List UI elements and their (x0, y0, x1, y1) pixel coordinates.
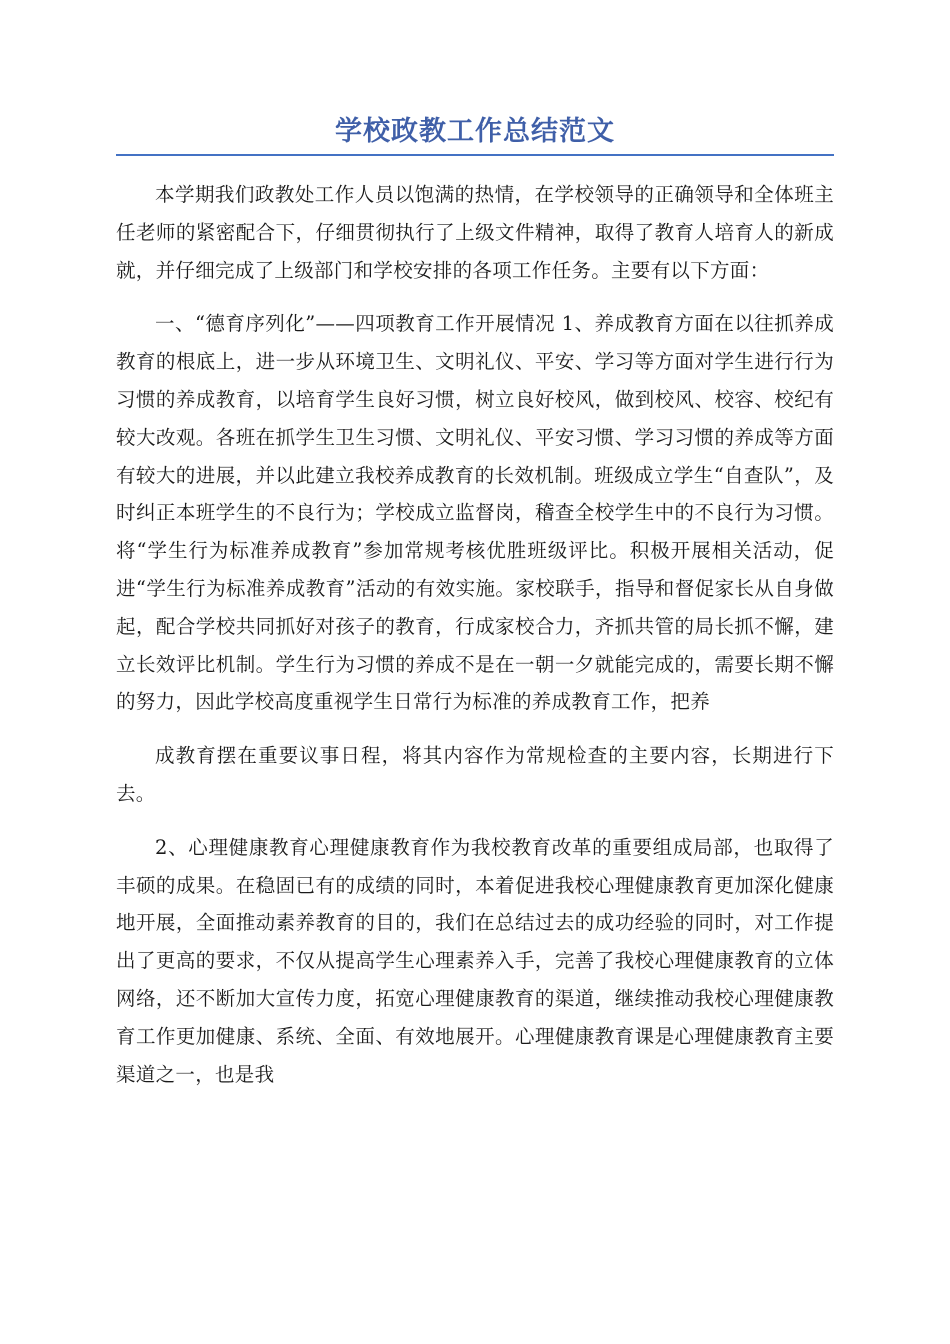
document-page (116, 112, 834, 1109)
paragraph-moral-education: 一、“德育序列化”——四项教育工作开展情况 1、养成教育方面在以往抓养成教育的根底上，进一步从环境卫生、文明礼仪、平安、学习等方面对学生进行行为习惯的养成教育，以培育学生良好习惯，树立良好校风，做到校风、校容、校纪有较大改观。各班在抓学生卫生习惯、文明礼仪、平安习惯、学习习惯的养成等方面有较大的进展，并以此建立我校养成教育的长效机制。班级成立学生“自查队”，及时纠正本班学生的不良行为；学校成立监督岗，稽查全校学生中的不良行为习惯。将“学生行为标准养成教育”参加常规考核优胜班级评比。积极开展相关活动，促进“学生行为标准养成教育”活动的有效实施。家校联手，指导和督促家长从自身做起，配合学校共同抓好对孩子的教育，行成家校合力，齐抓共管的局长抓不懈，建立长效评比机制。学生行为习惯的养成不是在一朝一夕就能完成的，需要长期不懈的努力，因此学校高度重视学生日常行为标准的养成教育工作，把养 (116, 312, 834, 714)
title-underline (116, 154, 834, 156)
paragraph-continuation: 成教育摆在重要议事日程，将其内容作为常规检查的主要内容，长期进行下去。 (116, 744, 834, 805)
paragraph-mental-health: 2、心理健康教育心理健康教育作为我校教育改革的重要组成局部，也取得了丰硕的成果。在稳固已有的成绩的同时，本着促进我校心理健康教育更加深化健康地开展，全面推动素养教育的目的，我们在总结过去的成功经验的同时，对工作提出了更高的要求，不仅从提高学生心理素养入手，完善了我校心理健康教育的立体网络，还不断加大宣传力度，拓宽心理健康教育的渠道，继续推动我校心理健康教育工作更加健康、系统、全面、有效地展开。心理健康教育课是心理健康教育主要渠道之一，也是我 (116, 835, 834, 1086)
document-title: 学校政教工作总结范文 (335, 116, 615, 147)
paragraph-intro: 本学期我们政教处工作人员以饱满的热情，在学校领导的正确领导和全体班主任老师的紧密配合下，仔细贯彻执行了上级文件精神，取得了教育人培育人的新成就，并仔细完成了上级部门和学校安排的各项工作任务。主要有以下方面： (116, 183, 834, 282)
